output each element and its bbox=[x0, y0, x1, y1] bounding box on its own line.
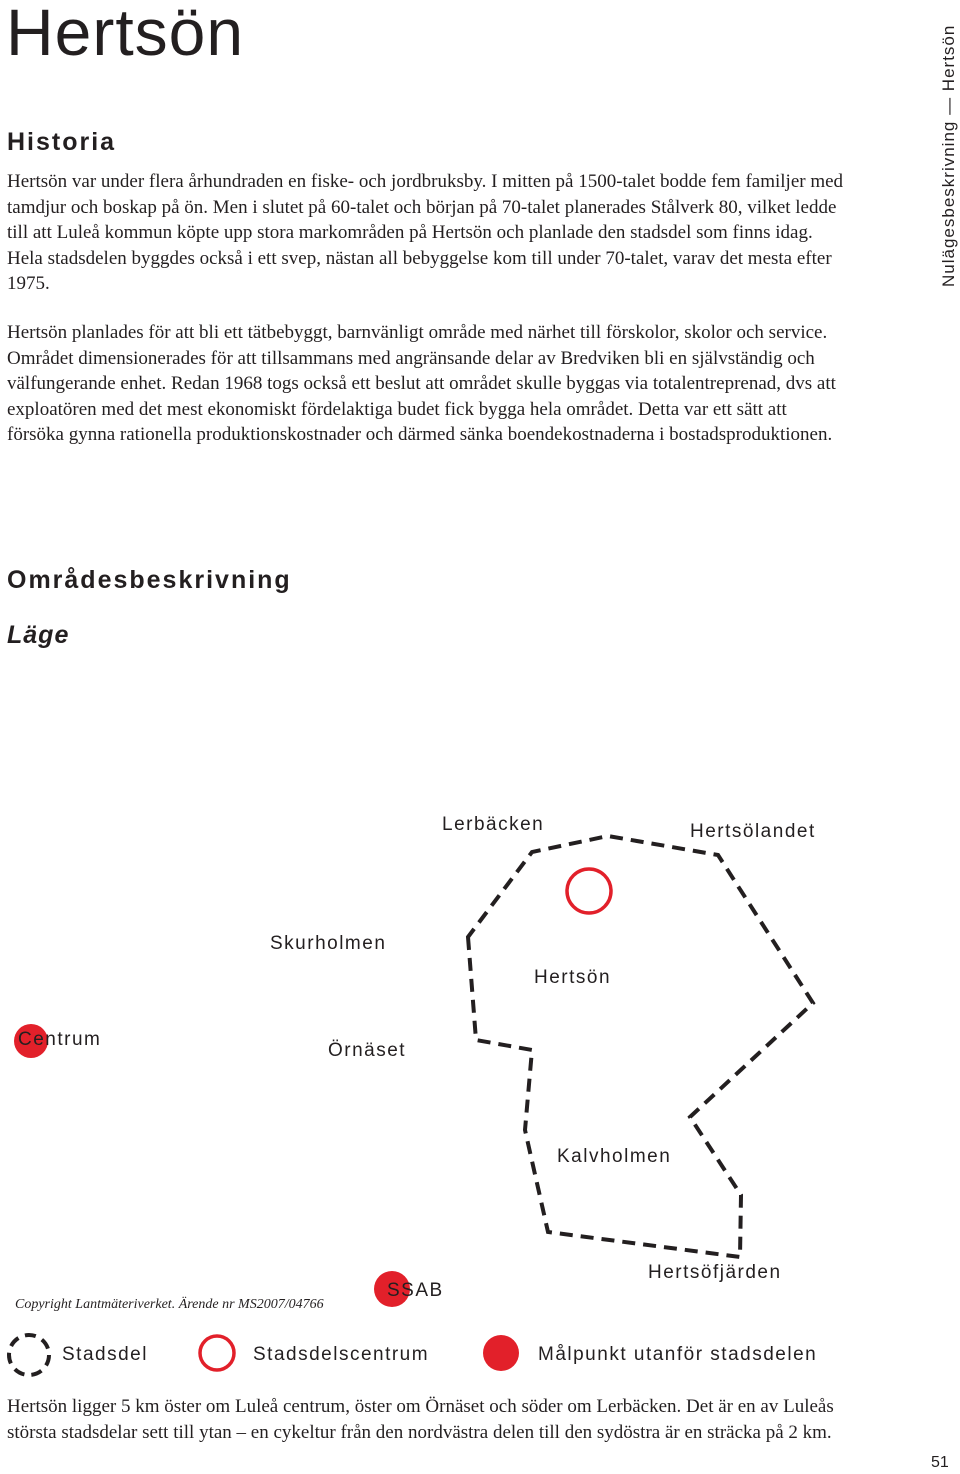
section-heading-omradesbeskrivning: Områdesbeskrivning bbox=[7, 566, 292, 594]
map-label-hertsolandet: Hertsölandet bbox=[690, 821, 816, 842]
legend-malpunkt-label: Målpunkt utanför stadsdelen bbox=[538, 1344, 818, 1365]
map-label-skurholmen: Skurholmen bbox=[270, 933, 387, 954]
location-paragraph: Hertsön ligger 5 km öster om Luleå centrum, öster om Örnäset och söder om Lerbäcken. Det är en av Luleås största stadsdelar sett till ytan – en cykeltur från den nordvästra delen till den sydöstra är en sträcka på 2 km. bbox=[7, 1396, 834, 1443]
section-heading-historia: Historia bbox=[7, 128, 117, 156]
historia-paragraph-1: Hertsön var under flera århundraden en fiske- och jordbruksby. I mitten på 1500-talet bodde fem familjer med tamdjur och boskap på ön. Men i slutet på 60-talet och början på 70-talet planerades Stålverk 80, vilket ledde till att Luleå kommun köpte upp stora markområden på Hertsön och planlade den stadsdel som finns idag. Hela stadsdelen byggdes också i ett svep, nästan all bebyggelse kom till under 70-talet, varav det mesta efter 1975. bbox=[7, 171, 844, 294]
side-running-header bbox=[937, 24, 960, 287]
subheading-lage: Läge bbox=[7, 621, 70, 649]
map-label-lerbacken: Lerbäcken bbox=[442, 814, 545, 835]
map-copyright: Copyright Lantmäteriverket. Ärende nr MS2007/04766 bbox=[15, 1297, 324, 1312]
map-label-hertsofjarden: Hertsöfjärden bbox=[648, 1262, 782, 1283]
hertson-centre-marker bbox=[567, 869, 611, 913]
legend-stadsdel-label: Stadsdel bbox=[62, 1344, 148, 1365]
legend-malpunkt-icon bbox=[483, 1335, 519, 1371]
map-label-centrum: Centrum bbox=[18, 1029, 102, 1050]
legend-stadsdelscentrum-icon bbox=[200, 1336, 234, 1370]
map-label-kalvholmen: Kalvholmen bbox=[557, 1146, 672, 1167]
map-label-ssab: SSAB bbox=[387, 1280, 444, 1301]
map-label-ornaset: Örnäset bbox=[328, 1040, 407, 1061]
map-label-hertson: Hertsön bbox=[534, 967, 612, 988]
side-running-header-text: Nulägesbeskrivning — Hertsön bbox=[939, 24, 958, 287]
legend-stadsdel-icon bbox=[9, 1335, 49, 1375]
legend-stadsdelscentrum-label: Stadsdelscentrum bbox=[253, 1344, 430, 1365]
page-title: Hertsön bbox=[6, 0, 245, 69]
page-number: 51 bbox=[931, 1454, 949, 1471]
historia-paragraph-2: Hertsön planlades för att bli ett tätbebyggt, barnvänligt område med närhet till förskolor, skolor och service. Området dimensionerades för att tillsammans med angränsande delar av Bredviken bli en självständig och välfungerande enhet. Redan 1968 togs också ett beslut att området skulle byggas via totalentreprenad, dvs att exploatören med det mest ekonomiskt fördelaktiga budet fick bygga hela området. Detta var ett sätt att försöka gynna rationella produktionskostnader och därmed sänka boendekostnaderna i bostadsproduktionen. bbox=[7, 322, 836, 445]
stadsdel-boundary bbox=[468, 836, 813, 1257]
